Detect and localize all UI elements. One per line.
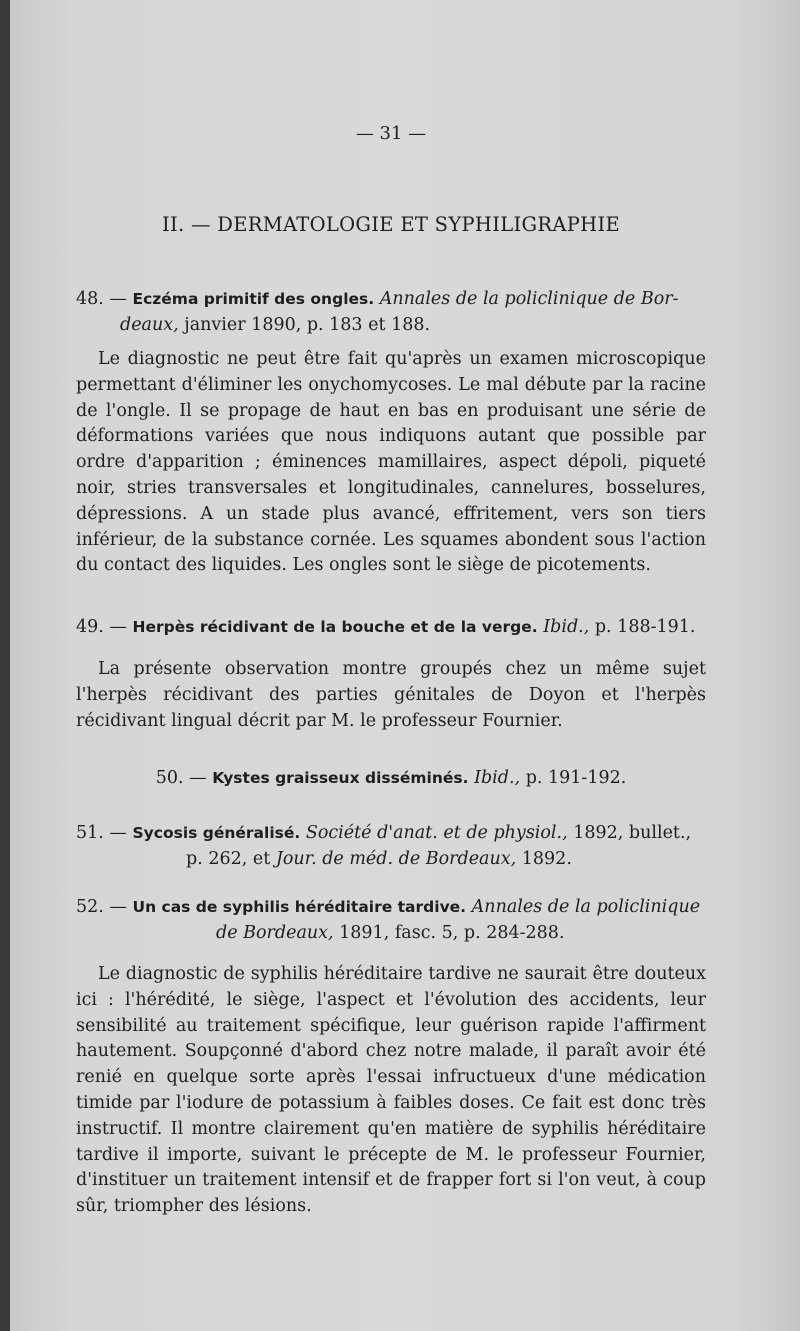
entry-title: Herpès récidivant de la bouche et de la verge. [132, 618, 538, 636]
entry-title: Un cas de syphilis héréditaire tardive. [132, 898, 467, 916]
entry-number: 51. — [76, 823, 127, 843]
entry-number: 49. — [76, 617, 127, 637]
entry-source: Ibid., [543, 617, 590, 637]
entry-citation: 1891, fasc. 5, p. 284-288. [339, 922, 565, 943]
entry-49 [76, 615, 706, 641]
entry-51 [76, 821, 706, 873]
page-number: — 31 — [355, 123, 427, 144]
entry-source-cont: de Bordeaux, [216, 922, 334, 943]
book-page [10, 0, 800, 1331]
paragraph-text: La présente observation montre groupés chez un même sujet l'herpès récidivant des parties génitales de Doyon et l'herpès récidivant lingual décrit par M. le professeur Fournier. [76, 659, 706, 731]
entry-50 [76, 766, 706, 792]
section-title: II. — DERMATOLOGIE ET SYPHILIGRAPHIE [161, 213, 621, 236]
entry-source-cont: deaux, [120, 314, 179, 335]
entry-source-cont: Jour. de méd. de Bordeaux, [275, 848, 517, 869]
entry-citation: janvier 1890, p. 183 et 188. [184, 314, 431, 335]
entry-number: 48. — [76, 289, 127, 309]
entry-number: 50. — [155, 768, 207, 788]
entry-title: Kystes graisseux disséminés. [212, 769, 469, 787]
paragraph-52 [76, 962, 706, 1220]
entry-citation-year: 1892. [521, 848, 572, 869]
paragraph-49 [76, 657, 706, 734]
paragraph-text: Le diagnostic ne peut être fait qu'après un examen microscopique permettant d'éliminer les onychomycoses. Le mal débute par la racine de l'ongle. Il se propage de haut en bas en produisant une série de déformations variées que nous indiquons autant que possible par ordre d'apparition ; éminences mamillaires, aspect dépoli, piqueté noir, stries transversales et longitudinales, cannelures, bosselures, dépressions. A un stade plus avancé, effritement, vers son tiers inférieur, de la substance cornée. Les squames abondent sous l'action du contact des liquides. Les ongles sont le siège de picotements. [76, 349, 706, 576]
entry-citation: p. 191-192. [525, 768, 627, 788]
entry-source: Annales de la policlinique de Bor- [379, 289, 679, 309]
entry-citation: p. 188-191. [594, 617, 696, 637]
entry-52 [76, 895, 706, 947]
entry-citation-cont: p. 262, et [186, 848, 271, 869]
entry-source: Annales de la policlinique [471, 897, 701, 917]
paragraph-48 [76, 347, 706, 579]
paragraph-text: Le diagnostic de syphilis héréditaire tardive ne saurait être douteux ici : l'hérédité, le siège, l'aspect et l'évolution des accidents, leur sensibilité au traitement spécifique, leur guérison rapide l'affirment hautement. Soupçonné d'abord chez notre malade, il paraît avoir été renié en quelque sorte après l'essai infructueux d'une médication timide par l'iodure de potassium à faibles doses. Ce fait est donc très instructif. Il montre clairement qu'en matière de syphilis héréditaire tardive il importe, suivant le précepte de M. le professeur Fournier, d'instituer un traitement intensif et de frapper fort si l'on veut, à coup sûr, triompher des lésions. [76, 964, 706, 1217]
entry-48 [76, 287, 706, 339]
entry-number: 52. — [76, 897, 127, 917]
entry-citation: 1892, bullet., [573, 823, 692, 843]
entry-source: Ibid., [474, 768, 521, 788]
entry-title: Sycosis généralisé. [132, 824, 301, 842]
entry-source: Société d'anat. et de physiol., [305, 823, 568, 843]
entry-title: Eczéma primitif des ongles. [132, 290, 375, 308]
